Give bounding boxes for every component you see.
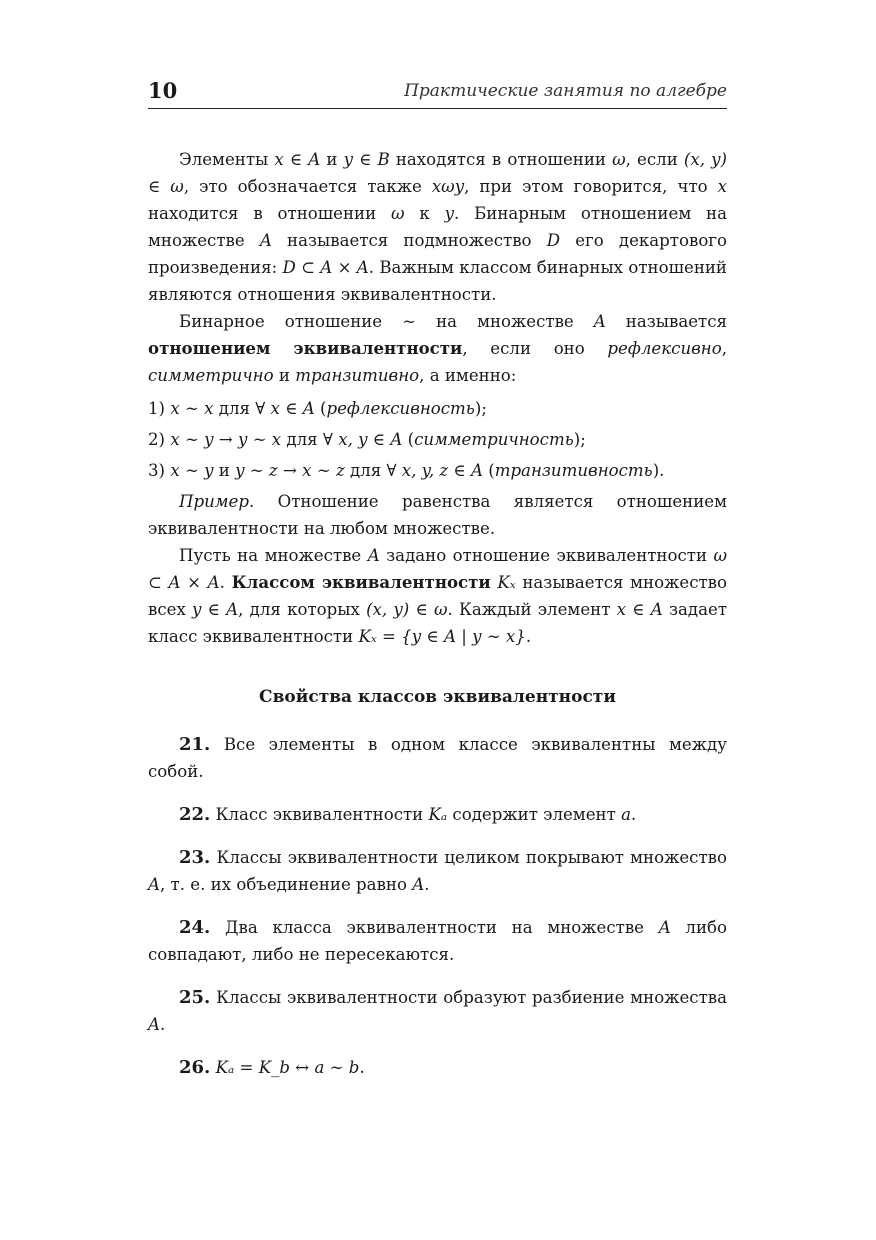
paragraph-class: Пусть на множестве A задано отношение эквивалентности ω ⊂ A × A. Классом эквивалентности Kₓ называется множество всех y ∈ A, для которых (x, y) ∈ ω. Каждый элемент x ∈ A задает класс эквивалентности Kₓ = {y ∈ A | y ∼ x}. — [148, 546, 728, 646]
list-item: 2) x ∼ y → y ∼ x для ∀ x, y ∈ A (симметричность); — [148, 430, 586, 449]
page-header — [148, 76, 727, 109]
property-24: 24. Два класса эквивалентности на множестве A либо совпадают, либо не пересекаются. — [148, 917, 727, 964]
property-23: 23. Классы эквивалентности целиком покрывают множество A, т. е. их объединение равно A. — [148, 847, 727, 894]
paragraph-equivalence: Бинарное отношение ∼ на множестве A называется отношением эквивалентности, если оно рефлексивно, симметрично и транзитивно, а именно: — [148, 312, 727, 385]
paragraph-definitions: Элементы x ∈ A и y ∈ B находятся в отношении ω, если (x, y) ∈ ω, это обозначается также xωy, при этом говорится, что x находится в отношении ω к y. Бинарным отношением на множестве A называется подмножество D его декартового произведения: D ⊂ A × A. Важным классом бинарных отношений являются отношения эквивалентности. — [148, 150, 728, 304]
running-title: Практические занятия по алгебре — [404, 81, 727, 101]
list-item: 3) x ∼ y и y ∼ z → x ∼ z для ∀ x, y, z ∈ A (транзитивность). — [148, 461, 665, 480]
property-22: 22. Класс эквивалентности Kₐ содержит элемент a. — [179, 804, 637, 825]
list-item: 1) x ∼ x для ∀ x ∈ A (рефлексивность); — [148, 399, 487, 418]
paragraph-example: Пример. Отношение равенства является отношением эквивалентности на любом множестве. — [148, 492, 727, 538]
properties-list — [148, 395, 727, 484]
property-26: 26. Kₐ = K_b ↔ a ∼ b. — [179, 1057, 365, 1078]
property-25: 25. Классы эквивалентности образуют разбиение множества A. — [148, 987, 727, 1034]
property-21: 21. Все элементы в одном классе эквивалентны между собой. — [148, 734, 727, 781]
page-content — [148, 146, 727, 1081]
page-number: 10 — [148, 78, 178, 103]
section-title: Свойства классов эквивалентности — [259, 687, 616, 707]
